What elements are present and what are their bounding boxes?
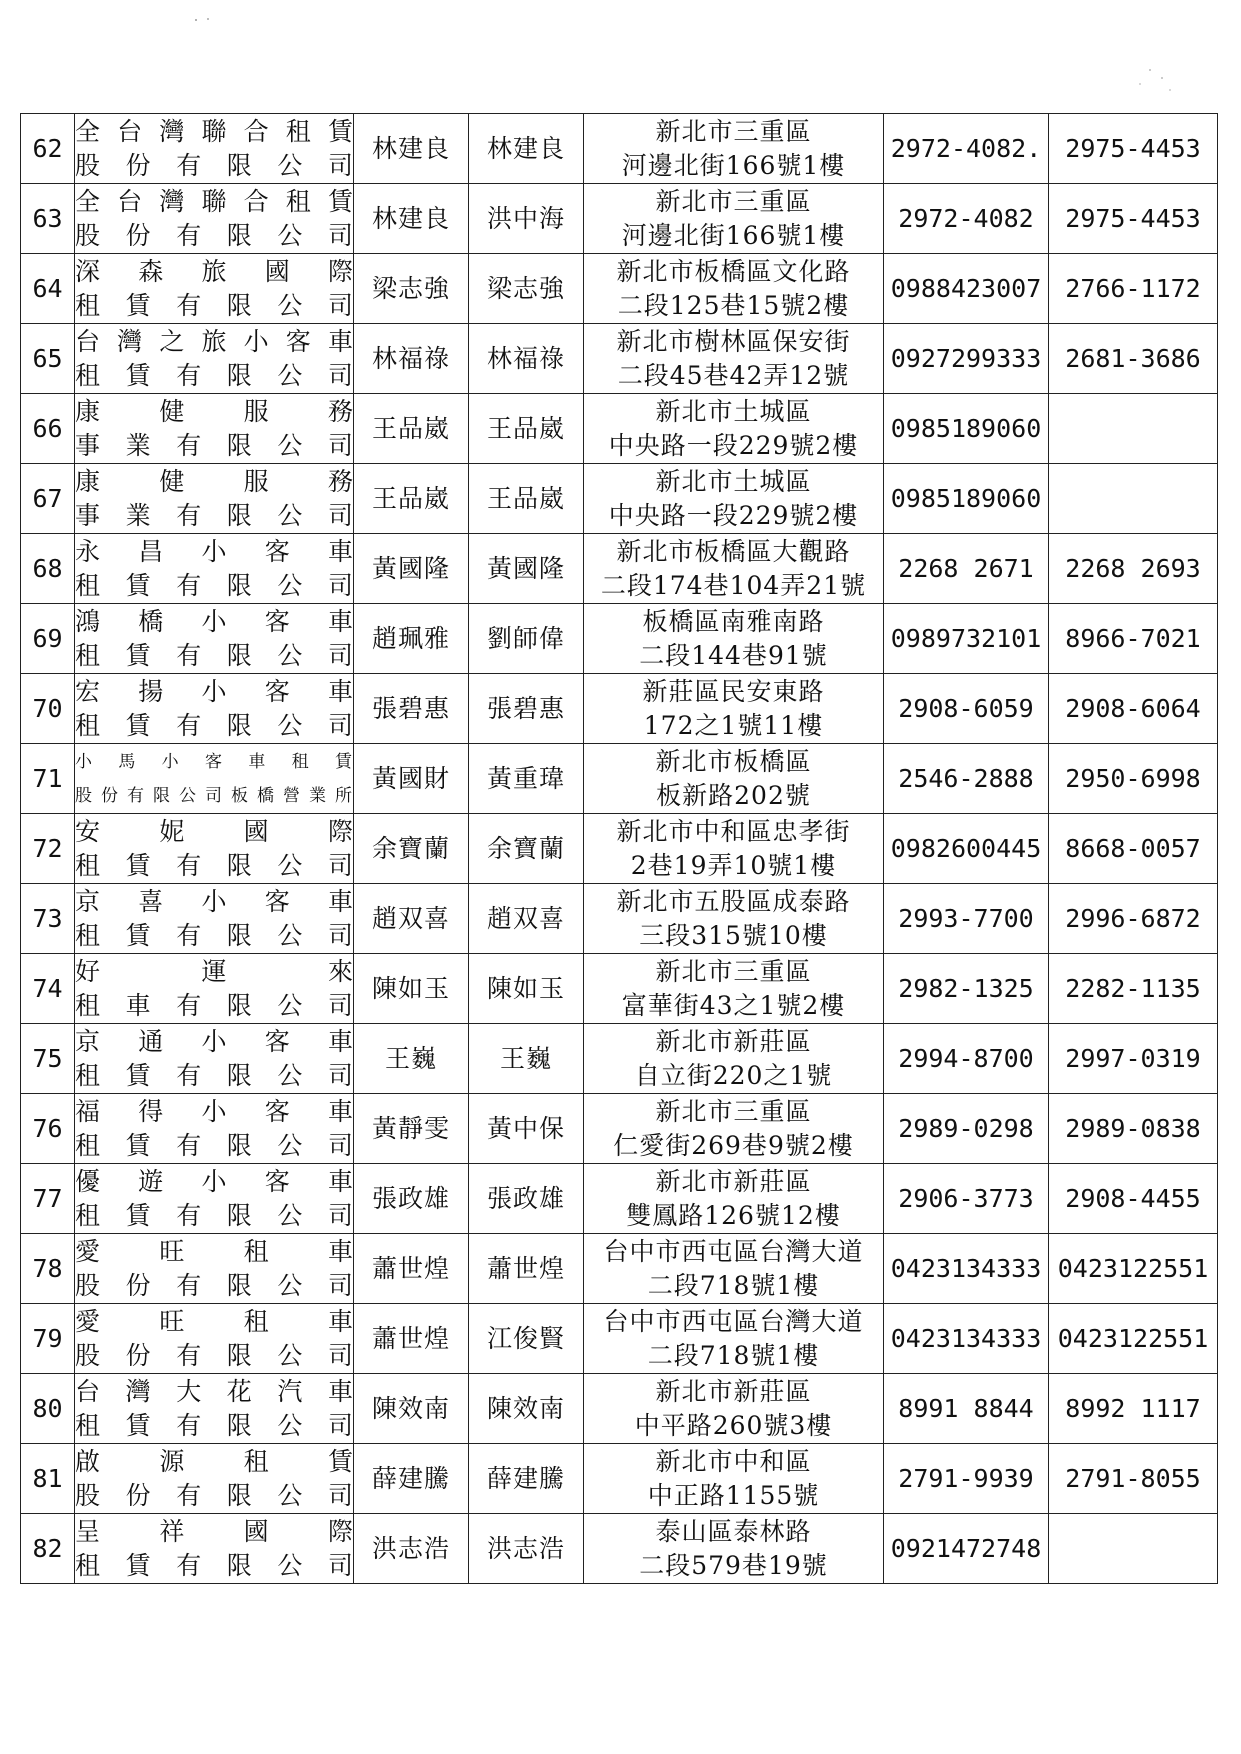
row-number: 66 [21,394,75,464]
representative-cell: 張政雄 [354,1164,469,1234]
company-name-cell [75,184,354,254]
row-number: 62 [21,114,75,184]
address-cell [584,1024,884,1094]
phone-cell: 0985189060 [884,464,1049,534]
address-cell [584,534,884,604]
company-name-cell [75,534,354,604]
row-number: 70 [21,674,75,744]
representative-cell: 余寶蘭 [354,814,469,884]
manager-cell: 洪志浩 [469,1514,584,1584]
fax-cell: 2268 2693 [1049,534,1218,604]
representative-cell: 薛建騰 [354,1444,469,1514]
company-name-cell [75,394,354,464]
table-row [21,1024,1218,1094]
representative-cell: 陳如玉 [354,954,469,1024]
address-line-2: 自立街220之1號 [634,1060,833,1090]
company-name-line-1: 安 妮 國 際 [75,816,353,846]
address-cell [584,604,884,674]
address-line-2: 雙鳳路126號12樓 [626,1200,841,1230]
representative-cell: 王品崴 [354,394,469,464]
company-name-line-2: 事 業 有 限 公 司 [75,430,353,460]
address-line-1: 新北市三重區 [655,956,812,986]
company-name-cell [75,1164,354,1234]
fax-cell: 2950-6998 [1049,744,1218,814]
fax-cell: 8668-0057 [1049,814,1218,884]
table-row [21,744,1218,814]
address-line-2: 河邊北街166號1樓 [621,220,846,250]
address-line-1: 台中市西屯區台灣大道 [603,1306,864,1336]
address-line-1: 新北市中和區 [655,1446,812,1476]
address-line-1: 新北市板橋區大觀路 [616,536,851,566]
representative-cell: 林建良 [354,114,469,184]
address-cell [584,1164,884,1234]
address-line-2: 三段315號10樓 [639,920,828,950]
phone-cell: 0927299333 [884,324,1049,394]
address-cell [584,1304,884,1374]
manager-cell: 余寶蘭 [469,814,584,884]
company-name-line-1: 愛 旺 租 車 [75,1236,353,1266]
address-line-1: 新北市三重區 [655,116,812,146]
address-line-1: 新北市板橋區 [655,746,812,776]
fax-cell: 8966-7021 [1049,604,1218,674]
row-number: 73 [21,884,75,954]
manager-cell: 林建良 [469,114,584,184]
row-number: 77 [21,1164,75,1234]
phone-cell: 2972-4082. [884,114,1049,184]
company-name-line-2: 租 賃 有 限 公 司 [75,1550,353,1580]
company-name-line-1: 好 運 來 [75,956,353,986]
address-cell [584,1234,884,1304]
fax-cell: 2791-8055 [1049,1444,1218,1514]
address-line-1: 新北市五股區成泰路 [616,886,851,916]
company-name-cell [75,1234,354,1304]
company-name-cell [75,744,354,814]
phone-cell: 0423134333 [884,1234,1049,1304]
address-line-2: 二段174巷104弄21號 [600,570,867,600]
company-name-cell [75,254,354,324]
table-body [21,114,1218,1584]
address-line-1: 新北市土城區 [655,396,812,426]
row-number: 68 [21,534,75,604]
row-number: 75 [21,1024,75,1094]
fax-cell [1049,394,1218,464]
address-line-1: 新北市板橋區文化路 [616,256,851,286]
company-name-line-2: 租 賃 有 限 公 司 [75,1410,353,1440]
address-cell [584,114,884,184]
company-name-line-2: 股 份 有 限 公 司 [75,220,353,250]
manager-cell: 梁志強 [469,254,584,324]
company-name-line-1: 啟 源 租 賃 [75,1446,353,1476]
row-number: 78 [21,1234,75,1304]
fax-cell: 0423122551 [1049,1304,1218,1374]
manager-cell: 王巍 [469,1024,584,1094]
address-line-2: 仁愛街269巷9號2樓 [613,1130,854,1160]
phone-cell: 0985189060 [884,394,1049,464]
fax-cell: 0423122551 [1049,1234,1218,1304]
phone-cell: 2908-6059 [884,674,1049,744]
company-name-cell [75,114,354,184]
address-cell [584,464,884,534]
manager-cell: 蕭世煌 [469,1234,584,1304]
company-name-line-1: 呈 祥 國 際 [75,1516,353,1546]
company-name-cell [75,464,354,534]
company-name-cell [75,814,354,884]
company-name-line-2: 租 賃 有 限 公 司 [75,570,353,600]
company-name-cell [75,954,354,1024]
manager-cell: 薛建騰 [469,1444,584,1514]
company-name-line-2: 股 份 有 限 公 司 [75,1340,353,1370]
company-name-line-2: 租 賃 有 限 公 司 [75,920,353,950]
company-name-line-1: 宏 揚 小 客 車 [75,676,353,706]
address-line-2: 中正路1155號 [647,1480,820,1510]
address-cell [584,1444,884,1514]
row-number: 76 [21,1094,75,1164]
row-number: 65 [21,324,75,394]
address-cell [584,674,884,744]
company-name-line-1: 小 馬 小 客 車 租 賃 [75,751,353,772]
table-row [21,814,1218,884]
phone-cell: 0423134333 [884,1304,1049,1374]
row-number: 80 [21,1374,75,1444]
company-name-line-1: 全 台 灣 聯 合 租 賃 [75,116,353,146]
company-name-line-1: 福 得 小 客 車 [75,1096,353,1126]
scan-noise-marks [0,0,1241,120]
manager-cell: 洪中海 [469,184,584,254]
address-line-2: 二段579巷19號 [639,1550,828,1580]
address-cell [584,884,884,954]
company-name-line-1: 優 遊 小 客 車 [75,1166,353,1196]
representative-cell: 王品崴 [354,464,469,534]
manager-cell: 王品崴 [469,464,584,534]
row-number: 81 [21,1444,75,1514]
company-name-line-1: 鴻 橋 小 客 車 [75,606,353,636]
representative-cell: 林建良 [354,184,469,254]
row-number: 67 [21,464,75,534]
phone-cell: 2791-9939 [884,1444,1049,1514]
address-line-2: 中央路一段229號2樓 [608,430,859,460]
fax-cell: 2766-1172 [1049,254,1218,324]
representative-cell: 蕭世煌 [354,1304,469,1374]
company-name-line-2: 股 份 有 限 公 司 [75,150,353,180]
company-name-line-2: 股 份 有 限 公 司 板 橋 營 業 所 [75,785,353,806]
representative-cell: 蕭世煌 [354,1234,469,1304]
company-name-line-1: 康 健 服 務 [75,396,353,426]
table-row [21,1514,1218,1584]
address-line-2: 中平路260號3樓 [634,1410,833,1440]
address-line-2: 二段144巷91號 [639,640,828,670]
row-number: 64 [21,254,75,324]
company-name-line-1: 京 喜 小 客 車 [75,886,353,916]
company-name-cell [75,1374,354,1444]
address-line-1: 新北市新莊區 [655,1166,812,1196]
manager-cell: 張碧惠 [469,674,584,744]
company-name-line-2: 租 賃 有 限 公 司 [75,850,353,880]
address-line-2: 二段718號1樓 [647,1270,820,1300]
table-row [21,1304,1218,1374]
address-line-1: 台中市西屯區台灣大道 [603,1236,864,1266]
company-name-line-2: 租 賃 有 限 公 司 [75,360,353,390]
table-row [21,1374,1218,1444]
fax-cell: 2282-1135 [1049,954,1218,1024]
address-line-1: 新北市新莊區 [655,1376,812,1406]
fax-cell: 2975-4453 [1049,184,1218,254]
manager-cell: 黃中保 [469,1094,584,1164]
address-line-2: 河邊北街166號1樓 [621,150,846,180]
representative-cell: 王巍 [354,1024,469,1094]
row-number: 69 [21,604,75,674]
representative-cell: 黃靜雯 [354,1094,469,1164]
table-row [21,1234,1218,1304]
fax-cell: 2997-0319 [1049,1024,1218,1094]
fax-cell: 2908-6064 [1049,674,1218,744]
company-name-line-2: 租 賃 有 限 公 司 [75,290,353,320]
phone-cell: 2546-2888 [884,744,1049,814]
address-cell [584,1514,884,1584]
address-line-1: 新北市三重區 [655,186,812,216]
address-line-1: 板橋區南雅南路 [642,606,825,636]
address-line-2: 中央路一段229號2樓 [608,500,859,530]
manager-cell: 劉師偉 [469,604,584,674]
phone-cell: 0989732101 [884,604,1049,674]
table-row [21,1164,1218,1234]
row-number: 72 [21,814,75,884]
manager-cell: 陳效南 [469,1374,584,1444]
phone-cell: 2906-3773 [884,1164,1049,1234]
company-name-line-2: 股 份 有 限 公 司 [75,1270,353,1300]
manager-cell: 趙双喜 [469,884,584,954]
manager-cell: 陳如玉 [469,954,584,1024]
table-row [21,674,1218,744]
row-number: 82 [21,1514,75,1584]
fax-cell [1049,464,1218,534]
table-row [21,254,1218,324]
address-cell [584,184,884,254]
company-name-line-2: 租 賃 有 限 公 司 [75,1200,353,1230]
phone-cell: 2989-0298 [884,1094,1049,1164]
row-number: 74 [21,954,75,1024]
address-line-2: 2巷19弄10號1樓 [630,850,837,880]
company-name-line-2: 租 賃 有 限 公 司 [75,640,353,670]
phone-cell: 2982-1325 [884,954,1049,1024]
company-name-line-1: 康 健 服 務 [75,466,353,496]
address-cell [584,744,884,814]
address-line-1: 泰山區泰林路 [655,1516,812,1546]
company-name-cell [75,674,354,744]
company-name-line-2: 租 賃 有 限 公 司 [75,710,353,740]
manager-cell: 林福祿 [469,324,584,394]
fax-cell: 2996-6872 [1049,884,1218,954]
manager-cell: 張政雄 [469,1164,584,1234]
row-number: 71 [21,744,75,814]
company-name-line-2: 事 業 有 限 公 司 [75,500,353,530]
representative-cell: 梁志強 [354,254,469,324]
table-row [21,1444,1218,1514]
table-row [21,394,1218,464]
address-cell [584,1374,884,1444]
company-name-cell [75,884,354,954]
company-name-line-2: 租 賃 有 限 公 司 [75,1130,353,1160]
representative-cell: 洪志浩 [354,1514,469,1584]
address-line-2: 二段45巷42弄12號 [617,360,850,390]
table-row [21,954,1218,1024]
company-name-line-1: 深 森 旅 國 際 [75,256,353,286]
manager-cell: 黃重瑋 [469,744,584,814]
manager-cell: 江俊賢 [469,1304,584,1374]
fax-cell: 2989-0838 [1049,1094,1218,1164]
fax-cell: 2908-4455 [1049,1164,1218,1234]
address-line-2: 二段718號1樓 [647,1340,820,1370]
rental-company-table [20,113,1218,1584]
address-line-1: 新北市土城區 [655,466,812,496]
address-line-2: 二段125巷15號2樓 [617,290,850,320]
fax-cell: 2975-4453 [1049,114,1218,184]
address-cell [584,954,884,1024]
manager-cell: 黃國隆 [469,534,584,604]
representative-cell: 林福祿 [354,324,469,394]
address-line-2: 富華街43之1號2樓 [621,990,846,1020]
address-line-1: 新北市中和區忠孝街 [616,816,851,846]
address-line-2: 172之1號11樓 [643,710,824,740]
phone-cell: 8991 8844 [884,1374,1049,1444]
address-cell [584,324,884,394]
manager-cell: 王品崴 [469,394,584,464]
table-row [21,114,1218,184]
company-name-cell [75,1094,354,1164]
table-row [21,1094,1218,1164]
representative-cell: 黃國財 [354,744,469,814]
address-line-1: 新北市樹林區保安街 [616,326,851,356]
phone-cell: 0982600445 [884,814,1049,884]
phone-cell: 2993-7700 [884,884,1049,954]
representative-cell: 趙双喜 [354,884,469,954]
company-name-line-1: 愛 旺 租 車 [75,1306,353,1336]
phone-cell: 2994-8700 [884,1024,1049,1094]
fax-cell: 8992 1117 [1049,1374,1218,1444]
company-name-line-1: 台 灣 之 旅 小 客 車 [75,326,353,356]
address-cell [584,1094,884,1164]
company-name-line-1: 京 通 小 客 車 [75,1026,353,1056]
fax-cell: 2681-3686 [1049,324,1218,394]
company-name-cell [75,1024,354,1094]
address-line-1: 新莊區民安東路 [642,676,825,706]
row-number: 79 [21,1304,75,1374]
table-row [21,324,1218,394]
representative-cell: 陳效南 [354,1374,469,1444]
company-name-cell [75,604,354,674]
address-line-1: 新北市新莊區 [655,1026,812,1056]
address-cell [584,814,884,884]
address-line-2: 板新路202號 [656,780,811,810]
company-name-line-2: 租 車 有 限 公 司 [75,990,353,1020]
address-cell [584,394,884,464]
fax-cell [1049,1514,1218,1584]
phone-cell: 0921472748 [884,1514,1049,1584]
table-row [21,884,1218,954]
representative-cell: 趙珮雅 [354,604,469,674]
table-row [21,534,1218,604]
company-name-cell [75,1444,354,1514]
company-name-line-1: 永 昌 小 客 車 [75,536,353,566]
address-cell [584,254,884,324]
phone-cell: 0988423007 [884,254,1049,324]
phone-cell: 2268 2671 [884,534,1049,604]
representative-cell: 張碧惠 [354,674,469,744]
table-row [21,184,1218,254]
table-row [21,604,1218,674]
company-name-line-1: 全 台 灣 聯 合 租 賃 [75,186,353,216]
company-name-cell [75,324,354,394]
company-name-line-1: 台 灣 大 花 汽 車 [75,1376,353,1406]
representative-cell: 黃國隆 [354,534,469,604]
company-name-line-2: 租 賃 有 限 公 司 [75,1060,353,1090]
phone-cell: 2972-4082 [884,184,1049,254]
company-name-cell [75,1514,354,1584]
table-row [21,464,1218,534]
row-number: 63 [21,184,75,254]
address-line-1: 新北市三重區 [655,1096,812,1126]
company-name-cell [75,1304,354,1374]
company-name-line-2: 股 份 有 限 公 司 [75,1480,353,1510]
